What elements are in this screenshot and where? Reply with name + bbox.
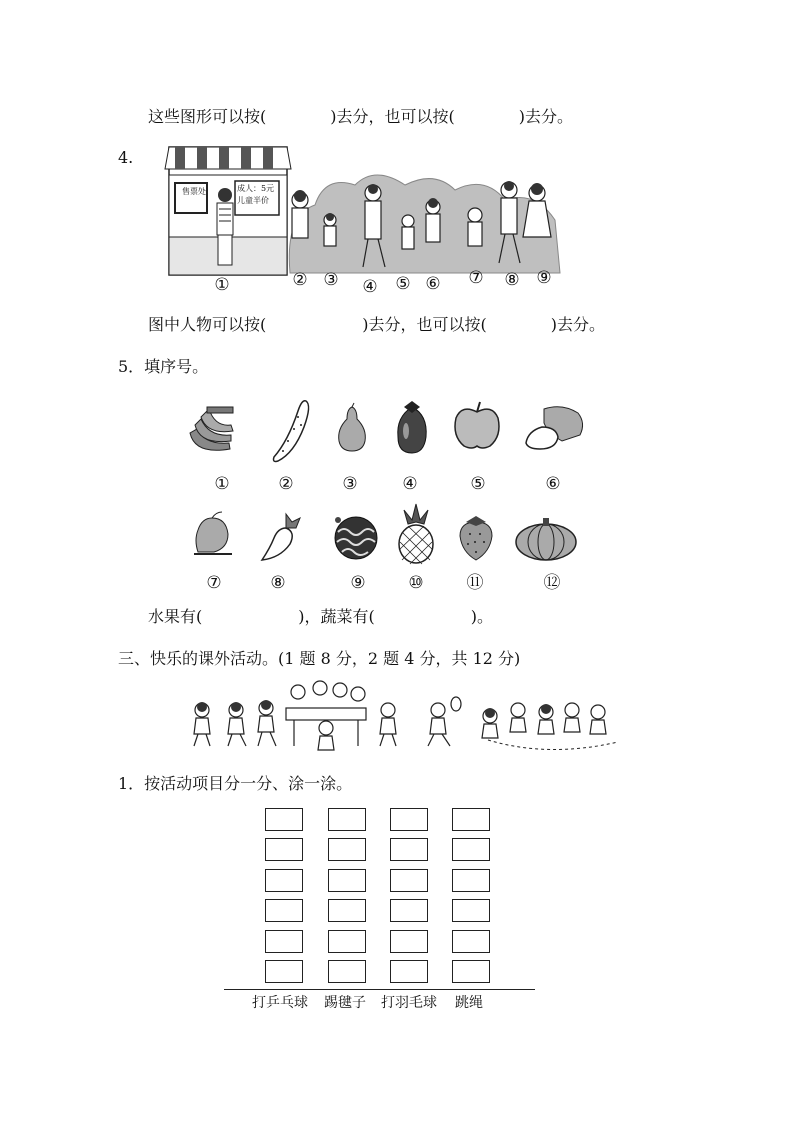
ticket-booth-scene bbox=[165, 145, 565, 285]
eggplant-icon bbox=[392, 397, 432, 455]
color-box[interactable] bbox=[328, 960, 366, 983]
color-box[interactable] bbox=[265, 960, 303, 983]
person-label-3: ③ bbox=[323, 270, 339, 290]
person-label-4: ④ bbox=[362, 277, 378, 297]
color-box[interactable] bbox=[390, 960, 428, 983]
color-box[interactable] bbox=[390, 838, 428, 861]
price-sign-line-2: 儿童半价 bbox=[237, 196, 269, 205]
radish-icon bbox=[256, 510, 304, 562]
pumpkin-icon bbox=[514, 512, 579, 562]
person-label-6: ⑥ bbox=[425, 274, 441, 294]
person-label-8: ⑧ bbox=[504, 270, 520, 290]
watermelon-icon bbox=[332, 512, 380, 560]
cucumber-icon bbox=[268, 397, 313, 467]
price-sign-line-1: 成人：5元 bbox=[237, 184, 275, 193]
color-box[interactable] bbox=[390, 869, 428, 892]
cabbage-icon bbox=[522, 403, 587, 453]
color-box[interactable] bbox=[390, 930, 428, 953]
person-label-5: ⑤ bbox=[395, 274, 411, 294]
people-sort-question: 图中人物可以按( )去分，也可以按( )去分。 bbox=[148, 315, 605, 334]
color-box[interactable] bbox=[265, 869, 303, 892]
baseline-line bbox=[224, 989, 535, 990]
pineapple-icon bbox=[396, 502, 436, 564]
produce-label-5: ⑤ bbox=[470, 474, 486, 494]
produce-label-4: ④ bbox=[402, 474, 418, 494]
color-box[interactable] bbox=[452, 930, 490, 953]
produce-label-10: ⑩ bbox=[408, 573, 424, 593]
activities-illustration bbox=[188, 680, 623, 752]
color-box[interactable] bbox=[328, 838, 366, 861]
person-label-2: ② bbox=[292, 270, 308, 290]
category-jump-rope: 跳绳 bbox=[455, 995, 483, 1011]
apple-icon bbox=[452, 400, 502, 450]
banana-icon bbox=[185, 405, 235, 455]
category-badminton: 打羽毛球 bbox=[381, 995, 437, 1011]
color-box[interactable] bbox=[390, 808, 428, 831]
question-1-title: 1．按活动项目分一分、涂一涂。 bbox=[118, 774, 353, 793]
color-box[interactable] bbox=[328, 869, 366, 892]
color-box[interactable] bbox=[452, 899, 490, 922]
color-box[interactable] bbox=[265, 838, 303, 861]
produce-label-12: ⑫ bbox=[543, 573, 561, 593]
ticket-booth-sign: 售票处 bbox=[182, 187, 206, 196]
produce-label-3: ③ bbox=[342, 474, 358, 494]
produce-label-1: ① bbox=[214, 474, 230, 494]
strawberry-icon bbox=[456, 512, 496, 562]
color-box[interactable] bbox=[452, 960, 490, 983]
color-box[interactable] bbox=[265, 899, 303, 922]
color-box[interactable] bbox=[328, 930, 366, 953]
color-box[interactable] bbox=[328, 899, 366, 922]
produce-label-2: ② bbox=[278, 474, 294, 494]
color-box[interactable] bbox=[265, 930, 303, 953]
pear-icon bbox=[335, 403, 370, 453]
color-box[interactable] bbox=[390, 899, 428, 922]
produce-label-8: ⑧ bbox=[270, 573, 286, 593]
person-label-1: ① bbox=[214, 275, 230, 295]
color-box[interactable] bbox=[265, 808, 303, 831]
person-label-7: ⑦ bbox=[468, 268, 484, 288]
shape-sort-question: 这些图形可以按( )去分，也可以按( )去分。 bbox=[148, 107, 573, 126]
produce-label-7: ⑦ bbox=[206, 573, 222, 593]
color-box[interactable] bbox=[452, 838, 490, 861]
section-3-title: 三、快乐的课外活动。(1 题 8 分，2 题 4 分，共 12 分) bbox=[118, 649, 521, 668]
color-box[interactable] bbox=[452, 808, 490, 831]
person-label-9: ⑨ bbox=[536, 268, 552, 288]
category-ping-pong: 打乒乓球 bbox=[252, 995, 308, 1011]
fruit-vegetable-answer: 水果有( )，蔬菜有( )。 bbox=[148, 607, 493, 626]
category-shuttlecock: 踢毽子 bbox=[324, 995, 366, 1011]
produce-label-11: ⑪ bbox=[466, 573, 484, 593]
question-5-title: 5．填序号。 bbox=[118, 357, 209, 376]
peach-icon bbox=[190, 510, 235, 558]
color-box[interactable] bbox=[328, 808, 366, 831]
color-box[interactable] bbox=[452, 869, 490, 892]
question-4-number: 4. bbox=[118, 148, 134, 167]
produce-label-9: ⑨ bbox=[350, 573, 366, 593]
produce-label-6: ⑥ bbox=[545, 474, 561, 494]
